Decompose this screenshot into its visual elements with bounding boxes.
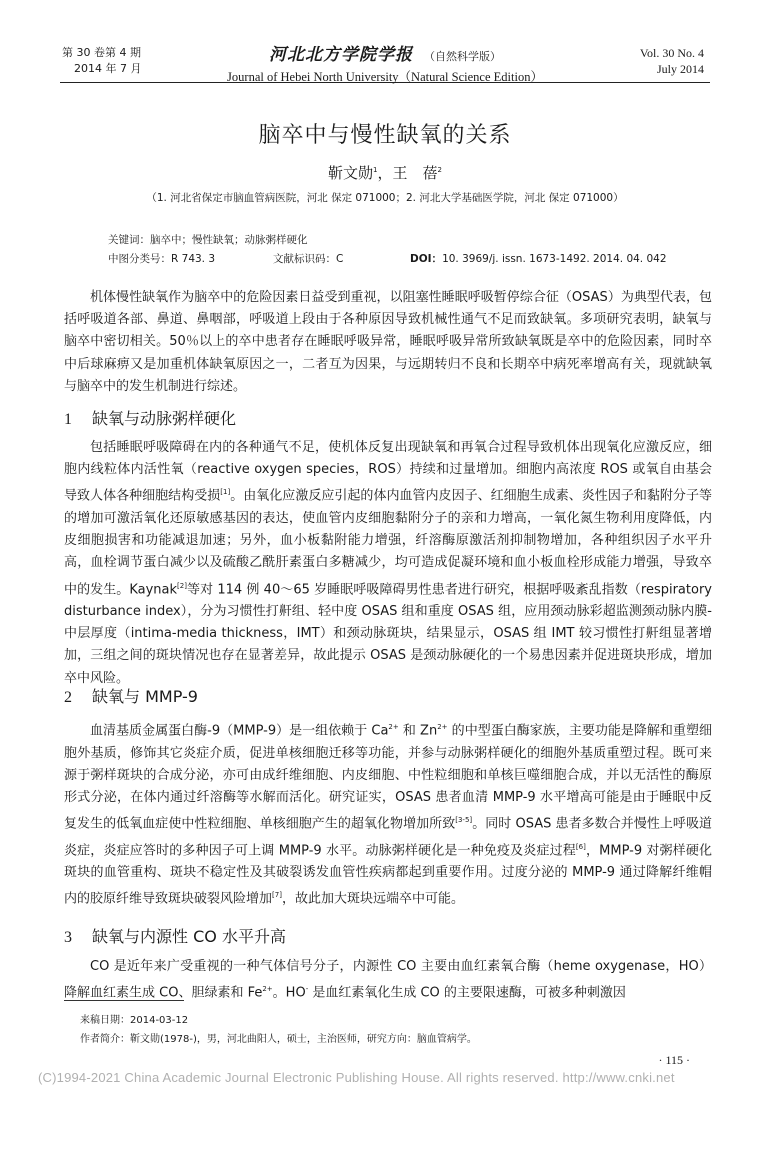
- keywords: 脑卒中；慢性缺氧；动脉粥样硬化: [150, 234, 308, 246]
- doc-code-label: 文献标识码：: [273, 253, 336, 265]
- section-title: 缺氧与动脉粥样硬化: [92, 409, 237, 428]
- body-text: 是血红素氧化生成 CO 的主要限速酶，可被多种刺激因: [308, 985, 626, 1001]
- doc-code-line: [273, 251, 343, 266]
- body-text: ，MMP-9 对粥样硬化斑块的血管重构、斑块不稳定性及其破裂诱发血管性疾病都起到重要作用。过度分泌的 MMP-9 通过降解纤维帽内的胶原纤维导致斑块破裂风险增加: [64, 843, 712, 907]
- author-bio-text: 靳文勋(1978-)，男，河北曲阳人，硕士，主治医师，研究方向：脑血管病学。: [130, 1034, 477, 1045]
- footnote-divider: [64, 1000, 184, 1001]
- author-affiliation-mark: 1: [373, 166, 378, 174]
- section-title: 缺氧与 MMP-9: [92, 687, 198, 706]
- affiliations: （1. 河北省保定市脑血管病医院，河北 保定 071000；2. 河北大学基础医学院，河北 保定 071000）: [146, 192, 624, 204]
- body-text: 等对 114 例 40～65 岁睡眠呼吸障碍男性患者进行研究，根据呼吸紊乱指数（respiratory disturbance index），分为习惯性打鼾组、轻中度 OSAS 组和重度 OSAS 组，应用颈动脉彩超监测颈动脉内膜-中层厚度（intima-media thickness，IMT）和颈动脉斑块，结果显示，OSAS 组 IMT 较习惯性打鼾组显著增加，三组之间的斑块情况也存在显著差异，故此提示 OSAS 是颈动脉硬化的一个易患因素并促进斑块形成，增加卒中风险。: [64, 581, 712, 686]
- doi-line: [410, 251, 667, 266]
- citation: [3-5]: [455, 816, 473, 825]
- doi-value: 10. 3969/j. issn. 1673-1492. 2014. 04. 042: [442, 253, 667, 265]
- received-value: 2014-03-12: [130, 1015, 189, 1026]
- issue-date: 2014 年 7 月: [74, 62, 142, 75]
- author-line: [0, 162, 770, 183]
- body-text: ，故此加大斑块远端卒中可能。: [281, 891, 464, 907]
- journal-logo: 河北北方学院学报: [268, 45, 413, 65]
- journal-edition: （自然科学版）: [424, 50, 502, 63]
- page-number: · 115 ·: [658, 1053, 690, 1067]
- author-separator: ，: [377, 164, 393, 182]
- author-affiliation-mark: 2: [437, 166, 442, 174]
- volume-info: [640, 45, 704, 77]
- article-title: 脑卒中与慢性缺氧的关系: [258, 123, 512, 148]
- body-text: 包括睡眠呼吸障碍在内的各种通气不足，使机体反复出现缺氧和再氧合过程导致机体出现氧化应激反应，细胞内线粒体内活性氧（reactive oxygen species，ROS）持续和过量增加。细胞内高浓度 ROS 或氧自由基会导致人体各种细胞结构受损: [64, 440, 712, 504]
- clc-line: [108, 251, 215, 266]
- superscript: 2+: [262, 985, 273, 994]
- section-heading: [64, 684, 198, 707]
- author-name: 靳文勋: [328, 164, 374, 182]
- clc-label: 中图分类号：: [108, 253, 171, 265]
- citation: [2]: [177, 581, 187, 590]
- keywords-line: [108, 232, 308, 247]
- body-text: 。同时 OSAS 患者多数合并慢性上呼吸道炎症，炎症应答时的多种因子可上调 MMP-9 水平。动脉粥样硬化是一种免疫及炎症过程: [64, 816, 712, 858]
- author-name: 王 蓓: [392, 164, 438, 182]
- author-bio-label: 作者简介：: [80, 1034, 130, 1045]
- section-paragraph: [64, 437, 712, 690]
- superscript: -: [305, 985, 309, 994]
- doi-label: DOI：: [410, 253, 443, 265]
- citation: [7]: [272, 891, 282, 900]
- superscript: 2+: [388, 723, 399, 731]
- volume-date: July 2014: [656, 62, 704, 76]
- received-label: 来稿日期：: [80, 1015, 130, 1026]
- section-paragraph: [64, 716, 712, 911]
- body-text: 和 Zn: [398, 723, 438, 739]
- body-text: 血清基质金属蛋白酶-9（MMP-9）是一组依赖于 Ca: [90, 723, 389, 739]
- journal-english-name: Journal of Hebei North University（Natural Science Edition）: [227, 70, 543, 84]
- section-title: 缺氧与内源性 CO 水平升高: [92, 927, 286, 946]
- keywords-label: 关键词：: [108, 234, 150, 246]
- author-bio: [80, 1030, 477, 1045]
- section-number: 3: [64, 929, 72, 946]
- body-text: 的中型蛋白酶家族，主要功能是降解和重塑细胞外基质，修饰其它炎症介质，促进单核细胞迁移等功能，并参与动脉粥样硬化的细胞外基质重塑过程。既可来源于粥样斑块的合成分泌，亦可由成纤维细胞、内皮细胞、中性粒细胞和单核巨噬细胞合成，并以无活性的酶原形式分泌，在体内通过纤溶酶等水解而活化。研究证实，OSAS 患者血清 MMP-9 水平增高可能是由于睡眠中反复发生的低氧血症使中性粒细胞、单核细胞产生的超氧化物增加所致: [64, 723, 712, 832]
- section-number: 1: [64, 411, 72, 428]
- superscript: 2+: [437, 723, 448, 731]
- body-text: 。HO: [272, 985, 306, 1001]
- volume-number: Vol. 30 No. 4: [639, 46, 704, 60]
- citation: [1]: [220, 488, 231, 497]
- header-divider: [60, 82, 710, 83]
- citation: [6]: [575, 842, 586, 851]
- issue-volume: 第 30 卷第 4 期: [62, 46, 141, 59]
- intro-paragraph: 机体慢性缺氧作为脑卒中的危险因素日益受到重视，以阻塞性睡眠呼吸暂停综合征（OSAS）为典型代表，包括呼吸道各部、鼻道、鼻咽部，呼吸道上段由于各种原因导致机械性通气不足而致缺氧。多项研究表明，缺氧与脑卒中密切相关。50％以上的卒中患者存在睡眠呼吸异常，睡眠呼吸异常所致缺氧既是卒中的危险因素，同时卒中后球麻痹又是加重机体缺氧原因之一，二者互为因果，与远期转归不良和长期卒中病死率增高有关，现就缺氧与脑卒中的发生机制进行综述。: [64, 290, 712, 394]
- body-text: 。由氧化应激反应引起的体内血管内皮因子、红细胞生成素、炎性因子和黏附分子等的增加可激活氧化还原敏感基因的表达，使血管内皮细胞黏附分子的亲和力增高，一氧化氮生物利用度降低，内皮细胞损害和功能减退加速；另外，血小板黏附能力增强，纤溶酶原激活剂抑制物增加，各种组织因子水平升高，血栓调节蛋白减少以及硫酸乙酰肝素蛋白多糖减少，均可造成促凝环境和血小板血栓形成能力增强，导致卒中的发生。Kaynak: [64, 488, 712, 597]
- section-heading: [64, 406, 236, 429]
- section-heading: [64, 924, 286, 947]
- copyright-watermark: (C)1994-2021 China Academic Journal Electronic Publishing House. All rights reserved. http://www.cnki.net: [38, 1070, 675, 1085]
- section-paragraph: [64, 956, 712, 1005]
- clc-code: R 743. 3: [171, 253, 216, 265]
- received-date: [80, 1011, 188, 1026]
- section-number: 2: [64, 689, 72, 706]
- doc-code: C: [336, 253, 344, 265]
- body-text: CO 是近年来广受重视的一种气体信号分子，内源性 CO 主要由血红素氧合酶（heme oxygenase，HO）降解血红素生成 CO、胆绿素和 Fe: [64, 959, 712, 1001]
